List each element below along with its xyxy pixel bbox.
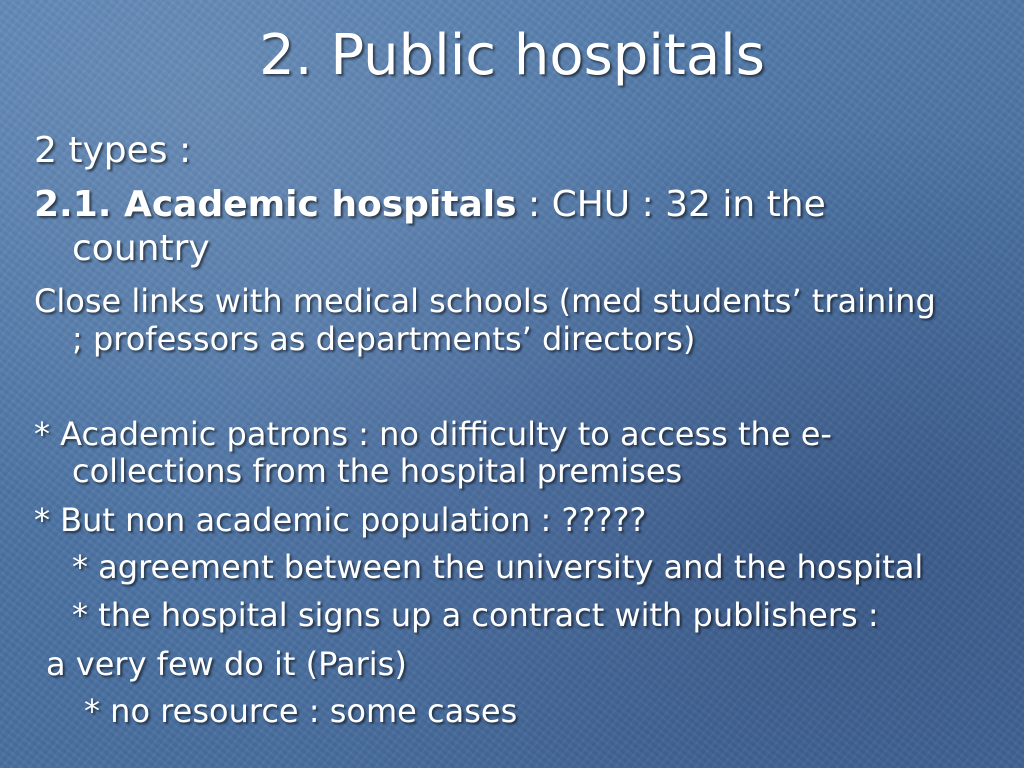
very-few-line: a very few do it (Paris) xyxy=(46,645,407,683)
no-resource-line: * no resource : some cases xyxy=(84,692,518,730)
academic-hospitals-detail: : CHU : 32 in the xyxy=(516,184,826,225)
slide-title: 2. Public hospitals xyxy=(259,23,765,88)
academic-patrons-continuation: collections from the hospital premises xyxy=(72,452,683,490)
types-line: 2 types : xyxy=(34,130,192,171)
non-academic-line: * But non academic population : ????? xyxy=(34,501,647,539)
close-links-line: Close links with medical schools (med students’ training xyxy=(34,282,936,320)
close-links-continuation: ; professors as departments’ directors) xyxy=(72,320,696,358)
academic-hospitals-continuation: country xyxy=(72,228,210,269)
academic-hospitals-heading: 2.1. Academic hospitals xyxy=(34,184,517,225)
agreement-line: * agreement between the university and the hospital xyxy=(72,548,924,586)
contract-line: * the hospital signs up a contract with publishers : xyxy=(72,596,879,634)
academic-hospitals-line xyxy=(34,182,826,228)
academic-patrons-line: * Academic patrons : no difficulty to access the e- xyxy=(34,415,832,453)
